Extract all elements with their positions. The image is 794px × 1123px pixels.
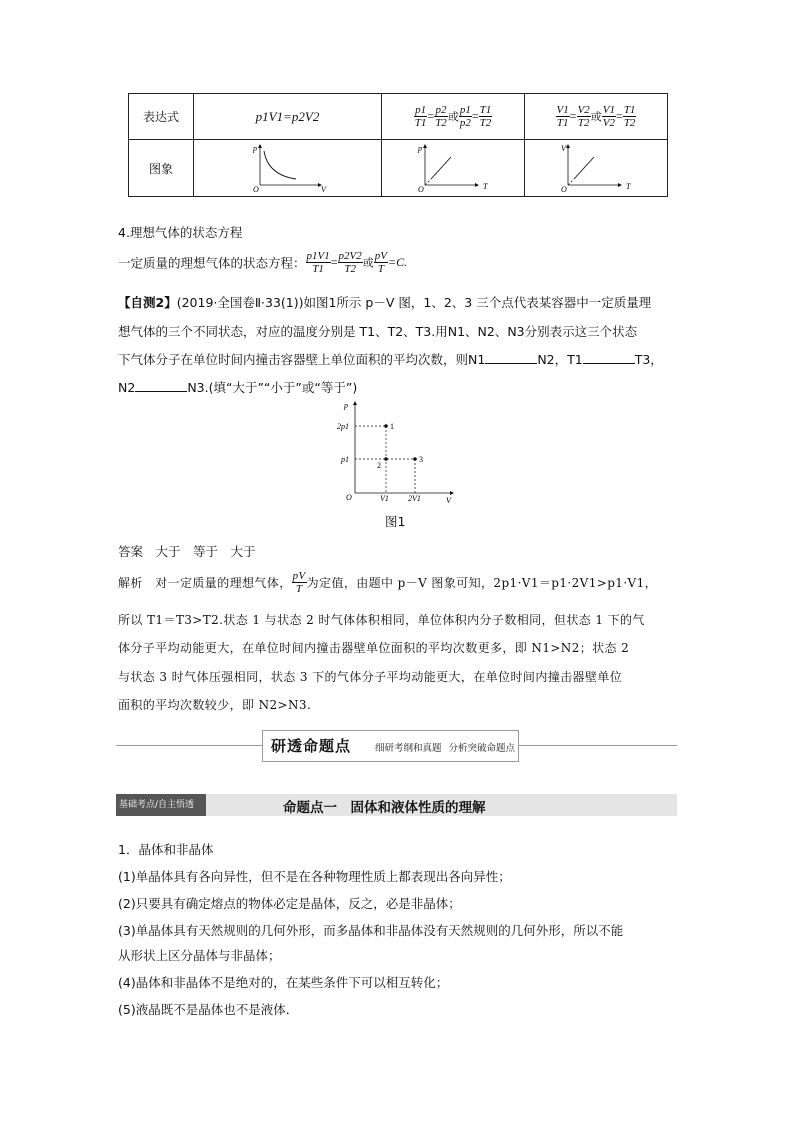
exercise-line-2: 想气体的三个不同状态，对应的温度分别是 T1、T2、T3.用N1、N2、N3分别表示这三个状态 bbox=[118, 324, 638, 339]
gay-lussac-expression: $\frac{p1}{T1}$ = $\frac{p2}{T2}$ 或 $\frac{p1}{p2}$ = $\frac{T1}{T2}$ bbox=[382, 94, 525, 140]
gas-law-table bbox=[128, 93, 668, 197]
crystal-item: (3)单晶体具有天然规则的几何外形，而多晶体和非晶体没有天然规则的几何外形，所以不能 bbox=[118, 923, 624, 938]
topic-bar bbox=[116, 794, 677, 816]
charles-law-expression: $\frac{V1}{T1}$ = $\frac{V2}{T2}$ 或 $\frac{V1}{V2}$ = $\frac{T1}{T2}$ bbox=[525, 94, 668, 140]
svg-text:V: V bbox=[561, 144, 566, 153]
figure-1-caption: 图1 bbox=[385, 514, 406, 529]
topic-title: 命题点一 固体和液体性质的理解 bbox=[283, 800, 486, 816]
svg-text:p: p bbox=[344, 401, 348, 410]
isochore-graph bbox=[413, 143, 493, 193]
exercise-line-3: 下气体分子在单位时间内撞击容器壁上单位面积的平均次数，则N1 N2，T1 T3， bbox=[118, 352, 663, 367]
gay-lussac-graph-cell bbox=[382, 140, 525, 197]
section-banner bbox=[262, 730, 519, 762]
table-row-expression bbox=[129, 94, 668, 140]
banner-subtitle: 细研考纲和真题 分析突破命题点 bbox=[375, 743, 516, 754]
crystal-item: (4)晶体和非晶体不是绝对的，在某些条件下可以相互转化； bbox=[118, 975, 449, 990]
boyle-graph-cell bbox=[194, 140, 382, 197]
figure-1-pv-diagram bbox=[335, 397, 460, 505]
crystal-item: (5)液晶既不是晶体也不是液体． bbox=[118, 1002, 299, 1017]
answer-blank-1[interactable] bbox=[485, 353, 537, 364]
svg-text:T: T bbox=[483, 182, 488, 191]
svg-text:O: O bbox=[252, 185, 259, 193]
ideal-gas-equation: 一定质量的理想气体的状态方程： $\frac{p1V1}{T1}$ = $\frac{p2V2}{T2}$ 或 $\frac{pV}{T}$ =C. bbox=[118, 250, 408, 275]
svg-text:V1: V1 bbox=[380, 494, 389, 503]
svg-text:2: 2 bbox=[377, 461, 381, 470]
boyle-law-expression: p1V1=p2V2 bbox=[194, 94, 382, 140]
state-point-3 bbox=[413, 457, 417, 461]
banner-rule-right bbox=[517, 745, 677, 746]
analysis-line-1: 解析 对一定质量的理想气体， $\frac{pV}{T}$ 为定值，由题中 p－V 图象可知，2p1·V1＝p1·2V1>p1·V1， bbox=[118, 570, 658, 595]
section-4-heading: 4.理想气体的状态方程 bbox=[118, 225, 243, 240]
row-label-expression: 表达式 bbox=[129, 94, 194, 140]
exercise-line-4: N2 N3.(填“大于”“小于”或“等于”) bbox=[118, 380, 358, 395]
analysis-line-2: 所以 T1＝T3>T2.状态 1 与状态 2 时气体体积相同，单位体积内分子数相同，但状态 1 下的气 bbox=[118, 613, 645, 627]
isobar-graph bbox=[556, 143, 636, 193]
crystal-item: 从形状上区分晶体与非晶体； bbox=[118, 948, 281, 963]
analysis-line-3: 体分子平均动能更大，在单位时间内撞击器壁单位面积的平均次数更多，即 N1>N2；状态 2 bbox=[118, 641, 630, 655]
svg-text:O: O bbox=[418, 185, 424, 193]
crystal-item: (1)单晶体具有各向异性，但不是在各种物理性质上都表现出各向异性； bbox=[118, 869, 511, 884]
svg-text:1: 1 bbox=[390, 422, 394, 431]
crystal-item: (2)只要具有确定熔点的物体必定是晶体，反之，必是非晶体； bbox=[118, 896, 461, 911]
svg-text:V: V bbox=[320, 185, 326, 193]
svg-text:O: O bbox=[346, 493, 352, 502]
svg-text:T: T bbox=[626, 182, 631, 191]
exercise-line-1: 【自测2】(2019·全国卷Ⅱ·33(1))如图1所示 p－V 图，1、2、3 三个点代表某容器中一定质量理 bbox=[118, 295, 652, 310]
analysis-line-4: 与状态 3 时气体压强相同，状态 3 下的气体分子平均动能更大，在单位时间内撞击器壁单位 bbox=[118, 670, 623, 684]
isotherm-graph bbox=[248, 143, 328, 193]
svg-text:p: p bbox=[418, 144, 422, 153]
row-label-graph: 图象 bbox=[129, 140, 194, 197]
svg-text:2V1: 2V1 bbox=[408, 494, 421, 503]
svg-text:2p1: 2p1 bbox=[337, 422, 349, 431]
answer-line: 答案 大于 等于 大于 bbox=[118, 544, 256, 559]
state-point-2 bbox=[384, 457, 388, 461]
svg-text:3: 3 bbox=[419, 455, 423, 464]
topic-tag: 基础考点/自主悟透 bbox=[116, 794, 206, 816]
state-point-1 bbox=[384, 424, 388, 428]
banner-title: 研透命题点 bbox=[271, 737, 352, 755]
svg-text:p: p bbox=[252, 144, 257, 153]
answer-blank-3[interactable] bbox=[135, 381, 187, 392]
svg-text:p1: p1 bbox=[341, 455, 349, 464]
banner-rule-left bbox=[116, 745, 262, 746]
svg-text:V: V bbox=[446, 496, 451, 505]
charles-graph-cell bbox=[525, 140, 668, 197]
svg-text:O: O bbox=[561, 185, 567, 193]
analysis-line-5: 面积的平均次数较少，即 N2>N3. bbox=[118, 698, 312, 712]
crystal-heading: 1．晶体和非晶体 bbox=[118, 842, 214, 857]
table-row-graph bbox=[129, 140, 668, 197]
answer-blank-2[interactable] bbox=[583, 353, 635, 364]
